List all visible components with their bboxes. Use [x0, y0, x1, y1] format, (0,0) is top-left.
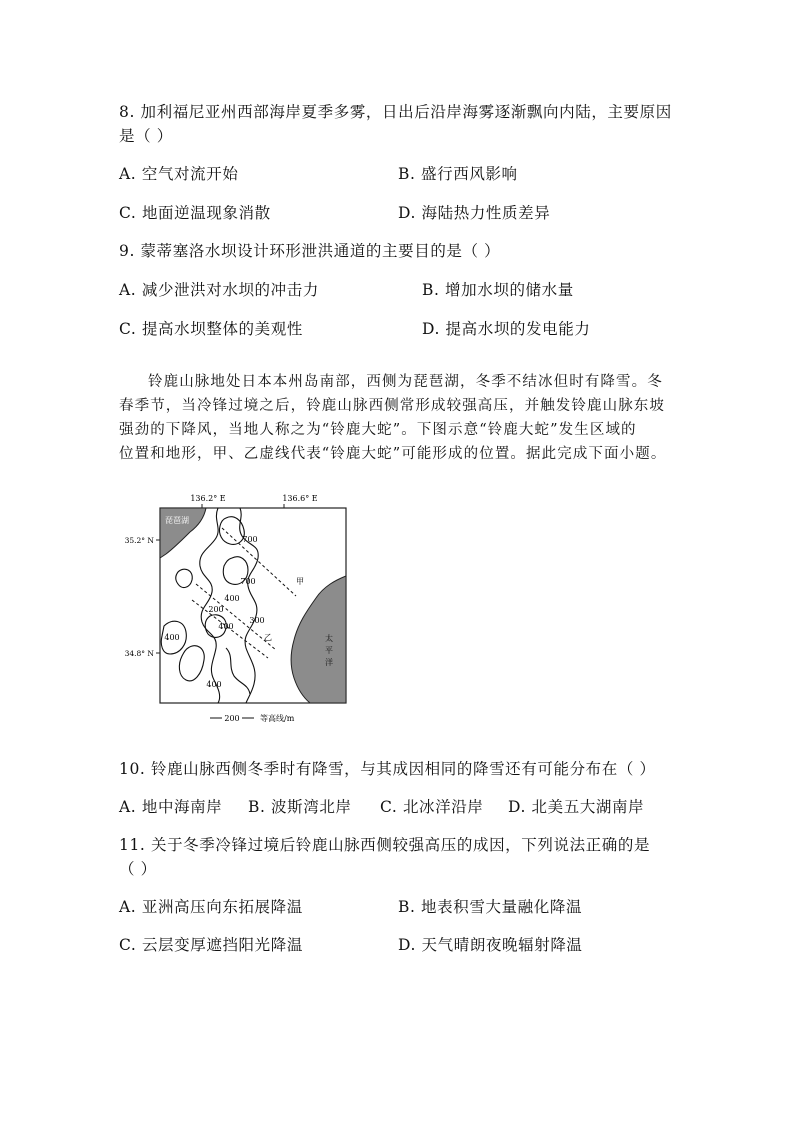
passage-line: 位置和地形，甲、乙虚线代表“铃鹿大蛇”可能形成的位置。据此完成下面小题。 [119, 446, 667, 462]
q11-stem-line1: 11. 关于冬季冷锋过境后铃鹿山脉西侧较强高压的成因，下列说法正确的是 [119, 836, 651, 854]
q11-option-d: D. 天气晴朗夜晚辐射降温 [398, 936, 583, 954]
q8-stem-line2: 是（ ） [119, 127, 173, 145]
q11-option-a: A. 亚洲高压向东拓展降温 [119, 898, 303, 916]
legend-text: 等高线/m [260, 714, 295, 723]
contour-label: 700 [242, 535, 258, 544]
passage-line: 强劲的下降风，当地人称之为“铃鹿大蛇”。下图示意“铃鹿大蛇”发生区域的 [119, 422, 637, 438]
lat-label: 34.8° N [124, 649, 154, 658]
ocean-label: 太 [325, 634, 333, 643]
ocean-label: 平 [325, 646, 333, 655]
contour-label: 400 [218, 622, 234, 631]
contour-label: 400 [164, 633, 180, 642]
q10-option-a: A. 地中海南岸 [119, 798, 223, 816]
line-label-yi: 乙 [264, 633, 272, 642]
contour-label: 400 [206, 680, 222, 689]
lon-label: 136.2° E [190, 494, 226, 503]
q10-stem: 10. 铃鹿山脉西侧冬季时有降雪，与其成因相同的降雪还有可能分布在（ ） [119, 760, 656, 778]
lake-label: 琵琶湖 [165, 516, 189, 525]
q9-option-c: C. 提高水坝整体的美观性 [119, 320, 303, 338]
q11-stem-line2: （ ） [119, 860, 157, 878]
q8-option-a: A. 空气对流开始 [119, 165, 239, 183]
contour-label: 200 [208, 605, 224, 614]
legend-value: 200 [224, 714, 240, 723]
q9-stem: 9. 蒙蒂塞洛水坝设计环形泄洪通道的主要目的是（ ） [119, 242, 501, 260]
q8-option-b: B. 盛行西风影响 [398, 165, 518, 183]
suzuka-terrain-map [118, 488, 358, 728]
q8-option-d: D. 海陆热力性质差异 [398, 204, 551, 222]
line-label-jia: 甲 [296, 577, 304, 586]
passage-line: 铃鹿山脉地处日本本州岛南部，西侧为琵琶湖，冬季不结冰但时有降雪。冬 [148, 374, 663, 390]
q10-option-b: B. 波斯湾北岸 [248, 798, 352, 816]
q11-option-c: C. 云层变厚遮挡阳光降温 [119, 936, 303, 954]
lon-label: 136.6° E [282, 494, 318, 503]
passage-line: 春季节，当冷锋过境之后，铃鹿山脉西侧常形成较强高压，并触发铃鹿山脉东坡 [119, 398, 665, 414]
q8-stem-line1: 8. 加利福尼亚州西部海岸夏季多雾，日出后沿岸海雾逐渐飘向内陆，主要原因 [119, 103, 672, 121]
contour-label: 700 [240, 577, 256, 586]
ocean-label: 洋 [325, 658, 333, 667]
contour-label: 400 [224, 594, 240, 603]
contour-label: 300 [249, 616, 265, 625]
q9-option-a: A. 减少泄洪对水坝的冲击力 [119, 281, 319, 299]
q8-option-c: C. 地面逆温现象消散 [119, 204, 271, 222]
q9-option-b: B. 增加水坝的储水量 [422, 281, 574, 299]
lat-label: 35.2° N [124, 536, 154, 545]
q10-option-d: D. 北美五大湖南岸 [508, 798, 645, 816]
q11-option-b: B. 地表积雪大量融化降温 [398, 898, 583, 916]
q10-option-c: C. 北冰洋沿岸 [380, 798, 484, 816]
q9-option-d: D. 提高水坝的发电能力 [422, 320, 591, 338]
reading-passage [119, 370, 675, 466]
